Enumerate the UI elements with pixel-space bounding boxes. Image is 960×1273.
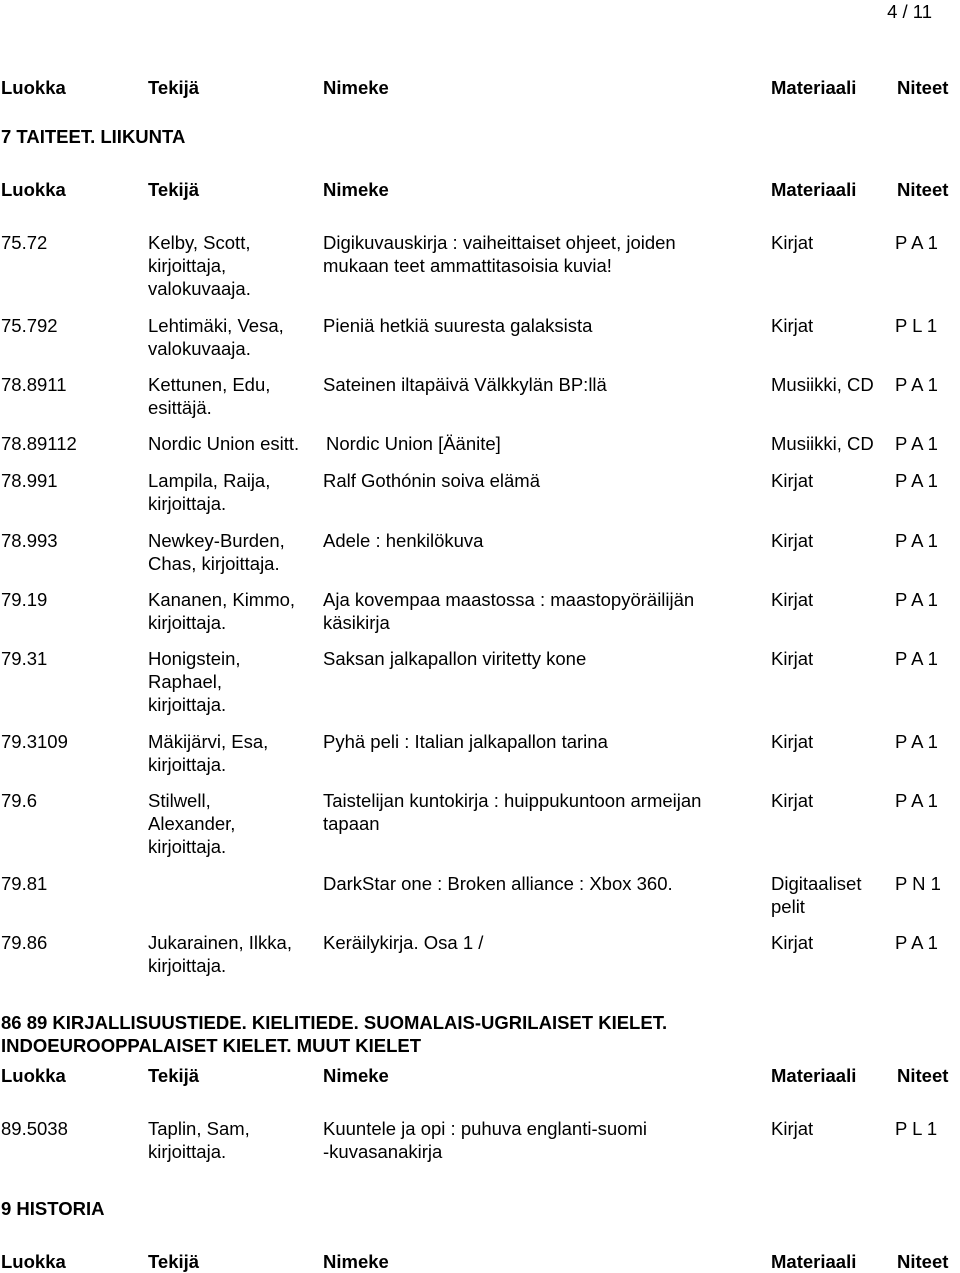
header-tekija: Tekijä xyxy=(148,77,200,98)
cell-nimeke: Taistelijan kuntokirja : huippukuntoon armeijan xyxy=(323,790,702,811)
header-materiaali: Materiaali xyxy=(771,1251,857,1272)
cell-niteet: P A 1 xyxy=(895,374,938,395)
cell-materiaali: Kirjat xyxy=(771,530,814,551)
header-materiaali: Materiaali xyxy=(771,1065,857,1086)
page-number: 4 / 11 xyxy=(887,1,932,22)
cell-materiaali: Kirjat xyxy=(771,470,814,491)
cell-luokka: 78.8911 xyxy=(1,374,67,395)
cell-tekija: Newkey-Burden, xyxy=(148,530,285,551)
header-tekija: Tekijä xyxy=(148,1065,200,1086)
cell-tekija: Chas, kirjoittaja. xyxy=(148,553,280,574)
cell-tekija: kirjoittaja. xyxy=(148,1141,227,1162)
header-nimeke: Nimeke xyxy=(323,77,389,98)
cell-luokka: 79.3109 xyxy=(1,731,68,752)
cell-luokka: 89.5038 xyxy=(1,1118,68,1139)
cell-tekija: kirjoittaja. xyxy=(148,836,227,857)
cell-luokka: 78.89112 xyxy=(1,433,77,454)
header-luokka: Luokka xyxy=(1,77,66,98)
section-heading: 7 TAITEET. LIIKUNTA xyxy=(1,126,186,147)
cell-luokka: 78.991 xyxy=(1,470,58,491)
cell-tekija: kirjoittaja. xyxy=(148,754,227,775)
cell-materiaali: Kirjat xyxy=(771,648,814,669)
cell-tekija: esittäjä. xyxy=(148,397,212,418)
header-luokka: Luokka xyxy=(1,1065,66,1086)
section-heading: 86 89 KIRJALLISUUSTIEDE. KIELITIEDE. SUOMALAIS-UGRILAISET KIELET. xyxy=(1,1012,668,1033)
header-nimeke: Nimeke xyxy=(323,179,389,200)
cell-niteet: P N 1 xyxy=(895,873,941,894)
cell-tekija: Kananen, Kimmo, xyxy=(148,589,296,610)
cell-nimeke: Nordic Union [Äänite] xyxy=(326,433,501,454)
cell-tekija: Lampila, Raija, xyxy=(148,470,271,491)
header-tekija: Tekijä xyxy=(148,1251,200,1272)
cell-tekija: valokuvaaja. xyxy=(148,278,251,299)
cell-tekija: Alexander, xyxy=(148,813,236,834)
header-nimeke: Nimeke xyxy=(323,1251,389,1272)
header-tekija: Tekijä xyxy=(148,179,200,200)
cell-tekija: kirjoittaja. xyxy=(148,694,227,715)
cell-niteet: P A 1 xyxy=(895,790,938,811)
cell-niteet: P L 1 xyxy=(895,1118,938,1139)
header-luokka: Luokka xyxy=(1,179,66,200)
header-materiaali: Materiaali xyxy=(771,179,857,200)
cell-materiaali: Kirjat xyxy=(771,731,814,752)
cell-tekija: Honigstein, xyxy=(148,648,241,669)
cell-nimeke: Kuuntele ja opi : puhuva englanti-suomi xyxy=(323,1118,647,1139)
header-niteet: Niteet xyxy=(897,1065,949,1086)
cell-niteet: P A 1 xyxy=(895,932,938,953)
section-heading: 9 HISTORIA xyxy=(1,1198,105,1219)
cell-tekija: Kelby, Scott, xyxy=(148,232,251,253)
cell-tekija: Kettunen, Edu, xyxy=(148,374,271,395)
cell-nimeke: käsikirja xyxy=(323,612,390,633)
cell-luokka: 75.72 xyxy=(1,232,48,253)
cell-tekija: kirjoittaja, xyxy=(148,255,227,276)
cell-nimeke: -kuvasanakirja xyxy=(323,1141,443,1162)
cell-tekija: Stilwell, xyxy=(148,790,211,811)
cell-tekija: kirjoittaja. xyxy=(148,493,227,514)
cell-tekija: Lehtimäki, Vesa, xyxy=(148,315,284,336)
cell-tekija: Jukarainen, Ilkka, xyxy=(148,932,292,953)
cell-luokka: 79.86 xyxy=(1,932,48,953)
cell-materiaali: Kirjat xyxy=(771,589,814,610)
header-niteet: Niteet xyxy=(897,179,949,200)
header-niteet: Niteet xyxy=(897,1251,949,1272)
cell-tekija: Raphael, xyxy=(148,671,223,692)
cell-materiaali: Kirjat xyxy=(771,790,814,811)
cell-materiaali: Kirjat xyxy=(771,232,814,253)
cell-niteet: P A 1 xyxy=(895,232,938,253)
cell-tekija: kirjoittaja. xyxy=(148,955,227,976)
cell-niteet: P A 1 xyxy=(895,470,938,491)
cell-nimeke: Digikuvauskirja : vaiheittaiset ohjeet, joiden xyxy=(323,232,676,253)
cell-nimeke: Adele : henkilökuva xyxy=(323,530,484,551)
cell-niteet: P A 1 xyxy=(895,731,938,752)
cell-nimeke: tapaan xyxy=(323,813,380,834)
cell-nimeke: mukaan teet ammattitasoisia kuvia! xyxy=(323,255,612,276)
cell-nimeke: Pieniä hetkiä suuresta galaksista xyxy=(323,315,593,336)
cell-nimeke: Aja kovempaa maastossa : maastopyöräilijän xyxy=(323,589,695,610)
cell-luokka: 79.81 xyxy=(1,873,48,894)
cell-materiaali: Musiikki, CD xyxy=(771,433,874,454)
cell-tekija: Taplin, Sam, xyxy=(148,1118,250,1139)
cell-materiaali: Musiikki, CD xyxy=(771,374,874,395)
cell-tekija: valokuvaaja. xyxy=(148,338,251,359)
header-nimeke: Nimeke xyxy=(323,1065,389,1086)
cell-niteet: P A 1 xyxy=(895,530,938,551)
section-heading: INDOEUROOPPALAISET KIELET. MUUT KIELET xyxy=(1,1035,422,1056)
cell-niteet: P A 1 xyxy=(895,433,938,454)
header-luokka: Luokka xyxy=(1,1251,66,1272)
cell-luokka: 75.792 xyxy=(1,315,58,336)
header-niteet: Niteet xyxy=(897,77,949,98)
cell-materiaali: pelit xyxy=(771,896,805,917)
header-materiaali: Materiaali xyxy=(771,77,857,98)
cell-luokka: 79.19 xyxy=(1,589,48,610)
cell-tekija: kirjoittaja. xyxy=(148,612,227,633)
cell-nimeke: Pyhä peli : Italian jalkapallon tarina xyxy=(323,731,608,752)
cell-nimeke: Sateinen iltapäivä Välkkylän BP:llä xyxy=(323,374,607,395)
cell-luokka: 78.993 xyxy=(1,530,58,551)
cell-materiaali: Digitaaliset xyxy=(771,873,862,894)
cell-materiaali: Kirjat xyxy=(771,1118,814,1139)
cell-nimeke: Saksan jalkapallon viritetty kone xyxy=(323,648,587,669)
cell-materiaali: Kirjat xyxy=(771,315,814,336)
cell-niteet: P L 1 xyxy=(895,315,938,336)
cell-nimeke: Ralf Gothónin soiva elämä xyxy=(323,470,540,491)
cell-nimeke: DarkStar one : Broken alliance : Xbox 360. xyxy=(323,873,673,894)
cell-luokka: 79.31 xyxy=(1,648,48,669)
cell-niteet: P A 1 xyxy=(895,648,938,669)
cell-niteet: P A 1 xyxy=(895,589,938,610)
cell-tekija: Mäkijärvi, Esa, xyxy=(148,731,269,752)
cell-luokka: 79.6 xyxy=(1,790,38,811)
cell-nimeke: Keräilykirja. Osa 1 / xyxy=(323,932,484,953)
cell-materiaali: Kirjat xyxy=(771,932,814,953)
cell-tekija: Nordic Union esitt. xyxy=(148,433,300,454)
